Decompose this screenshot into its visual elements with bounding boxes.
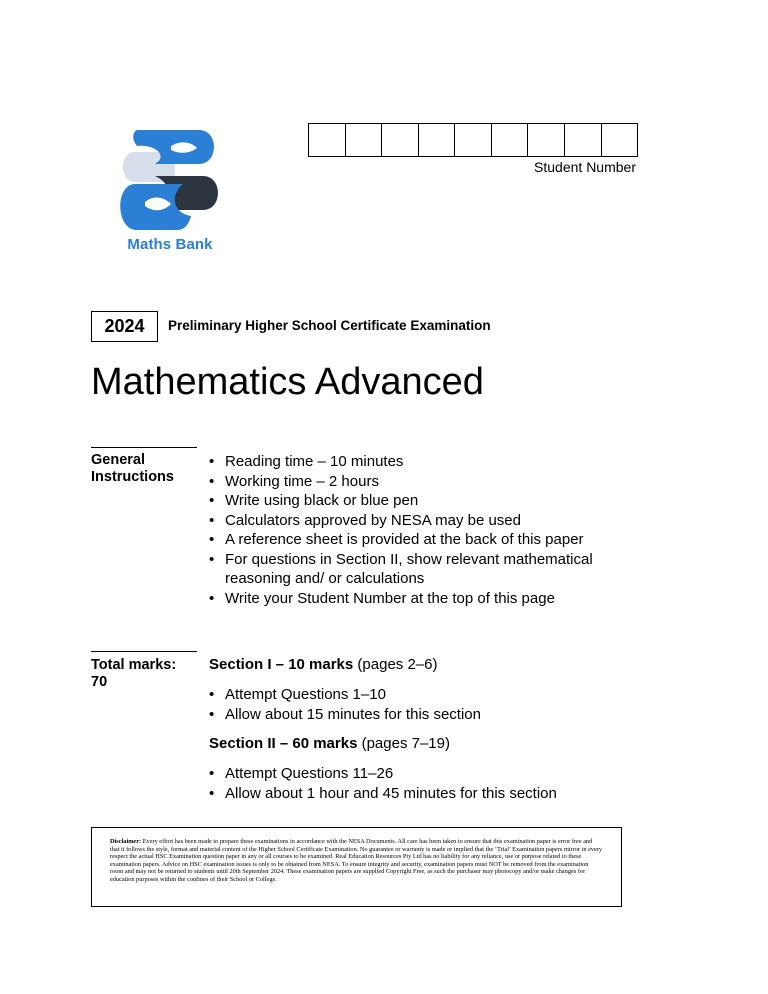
section-2-pages: (pages 7–19) bbox=[361, 735, 450, 752]
list-item: • Reading time – 10 minutes bbox=[209, 452, 625, 472]
section-2-list bbox=[209, 764, 557, 803]
list-item: • Write your Student Number at the top of this page bbox=[209, 589, 625, 609]
list-item: • For questions in Section II, show relevant mathematical reasoning and/ or calculations bbox=[209, 550, 625, 589]
section-2-title: Section II – 60 marks bbox=[209, 735, 358, 752]
list-item: • Allow about 1 hour and 45 minutes for this section bbox=[209, 784, 557, 804]
logo-mark-icon bbox=[115, 124, 225, 234]
student-number-box[interactable] bbox=[382, 124, 419, 156]
section-1-heading bbox=[209, 656, 437, 673]
student-number-box[interactable] bbox=[565, 124, 602, 156]
disclaimer-box bbox=[91, 827, 622, 907]
exam-title: Preliminary Higher School Certificate Examination bbox=[168, 318, 491, 333]
divider bbox=[91, 651, 197, 652]
logo-text: Maths Bank bbox=[127, 236, 213, 253]
total-marks-heading: Total marks: 70 bbox=[91, 657, 177, 690]
section-2-heading bbox=[209, 735, 450, 752]
disclaimer-text: Every effort has been made to prepare these examinations in accordance with the NESA Documents. All care has been taken to ensure that this examination paper is error free and that it follows the style, format and material content of the Higher School Certificate Examination. No guarantee or warranty is made or implied that the ‘Trial’ Examination papers mirror in every respect the actual HSC Examination question paper in any or all courses to be examined. Real Education Resources Pty Ltd has no liability for any reliance, use or purpose related to these examination papers. Advice on HSC examination issues is only to be obtained from NESA. To ensure integrity and security, examination papers must NOT be removed from the examination room and may not be returned to students until 20th September 2024. These examination papers are supplied Copyright Free, as such the purchaser may photocopy and/or make changes for education purposes within the confines of their School or College. bbox=[110, 838, 603, 883]
student-number-box[interactable] bbox=[602, 124, 638, 156]
student-number-box[interactable] bbox=[419, 124, 456, 156]
list-item: • Attempt Questions 1–10 bbox=[209, 685, 481, 705]
divider bbox=[91, 447, 197, 448]
list-item: • Calculators approved by NESA may be used bbox=[209, 511, 625, 531]
general-instructions-list bbox=[209, 452, 625, 608]
section-1-title: Section I – 10 marks bbox=[209, 656, 354, 673]
year-badge: 2024 bbox=[91, 311, 158, 342]
section-1-list bbox=[209, 685, 481, 724]
student-number-label: Student Number bbox=[534, 159, 636, 175]
student-number-box[interactable] bbox=[309, 124, 346, 156]
subject-title: Mathematics Advanced bbox=[91, 361, 484, 403]
student-number-boxes[interactable] bbox=[308, 123, 638, 157]
student-number-box[interactable] bbox=[528, 124, 565, 156]
section-1-pages: (pages 2–6) bbox=[357, 656, 438, 673]
list-item: • Attempt Questions 11–26 bbox=[209, 764, 557, 784]
maths-bank-logo bbox=[115, 124, 225, 259]
disclaimer-label: Disclaimer: bbox=[110, 838, 142, 845]
list-item: • A reference sheet is provided at the back of this paper bbox=[209, 530, 625, 550]
student-number-box[interactable] bbox=[455, 124, 492, 156]
list-item: • Allow about 15 minutes for this section bbox=[209, 705, 481, 725]
list-item: • Working time – 2 hours bbox=[209, 472, 625, 492]
list-item: • Write using black or blue pen bbox=[209, 491, 625, 511]
general-instructions-heading: General Instructions bbox=[91, 452, 174, 485]
student-number-box[interactable] bbox=[346, 124, 383, 156]
student-number-box[interactable] bbox=[492, 124, 529, 156]
